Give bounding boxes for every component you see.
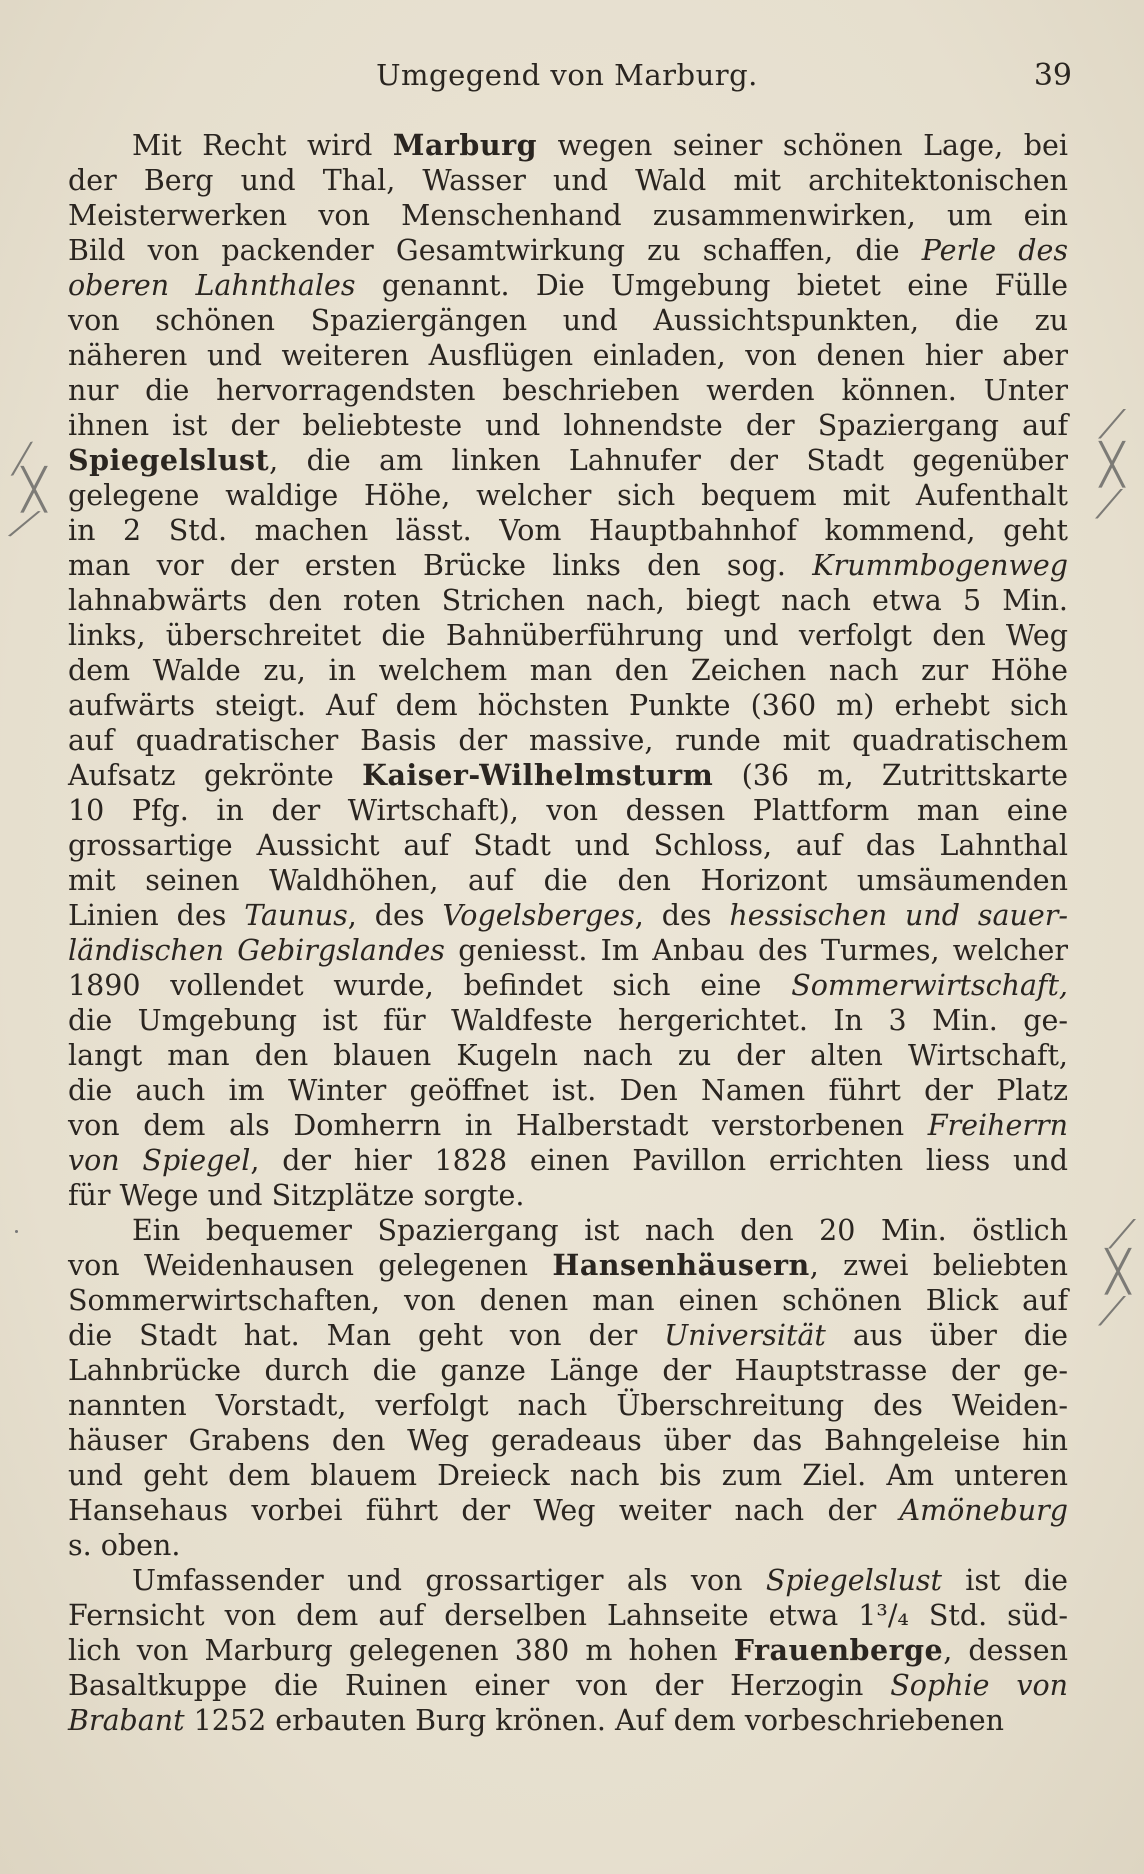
text-segment: , die am linken Lahnufer der Stadt gegenüber [269,444,1068,477]
text-segment: die Umgebung ist für Waldfeste hergerichtet. In 3 Min. ge- [68,1004,1068,1037]
emphasis-text: Freiherrn [927,1109,1068,1142]
text-segment: aus über die [825,1319,1068,1352]
text-segment: 1890 vollendet wurde, befindet sich eine [68,969,792,1002]
text-line [68,898,1068,933]
text-segment: Ein bequemer Spaziergang ist nach den 20 Min. östlich [132,1214,1068,1247]
text-line [68,933,1068,968]
text-line [68,303,1068,338]
text-line [68,1353,1068,1388]
text-line [68,338,1068,373]
text-line [68,583,1068,618]
text-segment: lahnabwärts den roten Strichen nach, biegt nach etwa 5 Min. [68,584,1068,617]
pencil-mark-icon: ⟋ [1098,402,1126,448]
text-line [68,163,1068,198]
emphasis-text: Universität [664,1319,826,1352]
text-line [68,1598,1068,1633]
emphasis-text: Brabant [68,1704,185,1737]
text-segment: und geht dem blauem Dreieck nach bis zum Ziel. Am unteren [68,1459,1068,1492]
text-segment: in 2 Std. machen lässt. Vom Hauptbahnhof kommend, geht [68,514,1068,547]
text-segment: von schönen Spaziergängen und Aussichtspunkten, die zu [68,304,1068,337]
text-segment: (36 m, Zutrittskarte [713,759,1068,792]
text-segment: nur die hervorragendsten beschrieben werden können. Unter [68,374,1068,407]
emphasis-text: Krummbogenweg [812,549,1068,582]
margin-dot [15,1230,18,1233]
text-segment: ihnen ist der beliebteste und lohnendste der Spaziergang auf [68,409,1068,442]
text-line [68,1563,1068,1598]
text-segment: , dessen [943,1634,1068,1667]
text-line [68,1073,1068,1108]
text-segment: , des [347,899,443,932]
text-line [68,1458,1068,1493]
text-line [68,1283,1068,1318]
text-line [68,1528,1068,1563]
text-segment: Meisterwerken von Menschenhand zusammenwirken, um ein [68,199,1068,232]
text-segment: , des [634,899,730,932]
text-segment: Lahnbrücke durch die ganze Länge der Hauptstrasse der ge- [68,1354,1068,1387]
text-segment: häuser Grabens den Weg geradeaus über das Bahngeleise hin [68,1424,1068,1457]
pencil-mark-icon: ⟋ [1095,482,1123,528]
pencil-mark-icon: ⟋ [4,434,40,486]
text-line [68,1388,1068,1423]
text-segment: gelegene waldige Höhe, welcher sich bequem mit Aufenthalt [68,479,1068,512]
text-segment: der Berg und Thal, Wasser und Wald mit architektonischen [68,164,1068,197]
text-segment: auf quadratischer Basis der massive, runde mit quadratischem [68,724,1068,757]
text-line [68,1003,1068,1038]
text-segment: links, überschreitet die Bahnüberführung und verfolgt den Weg [68,619,1068,652]
text-line [68,1038,1068,1073]
text-segment: Basaltkuppe die Ruinen einer von der Herzogin [68,1669,891,1702]
emphasis-text: Perle des [921,234,1068,267]
text-segment: die auch im Winter geöffnet ist. Den Namen führt der Platz [68,1074,1068,1107]
text-line [68,513,1068,548]
place-name: Spiegelslust [68,443,270,477]
text-segment: Sommerwirtschaften, von denen man einen schönen Blick auf [68,1284,1068,1317]
text-segment: man vor der ersten Brücke links den sog. [68,549,813,582]
pencil-mark-icon: ⟋ [1098,1289,1126,1335]
text-line [68,408,1068,443]
emphasis-text: hessischen und sauer- [729,899,1068,932]
text-line [68,1668,1068,1703]
text-segment: Mit Recht wird [132,129,393,162]
text-line [68,968,1068,1003]
text-line [68,723,1068,758]
text-line [68,198,1068,233]
text-segment: grossartige Aussicht auf Stadt und Schloss, auf das Lahnthal [68,829,1068,862]
text-line [68,1423,1068,1458]
text-line [68,758,1068,793]
text-line [68,618,1068,653]
text-line [68,233,1068,268]
text-line [68,443,1068,478]
text-line [68,1493,1068,1528]
text-line [68,1178,1068,1213]
text-segment: geniesst. Im Anbau des Turmes, welcher [444,934,1068,967]
text-line [68,128,1068,163]
text-segment: von Weidenhausen gelegenen [68,1249,553,1282]
text-line [68,793,1068,828]
text-segment: ist die [941,1564,1068,1597]
text-segment: die Stadt hat. Man geht von der [68,1319,665,1352]
text-segment: , der hier 1828 einen Pavillon errichten liess und [250,1144,1068,1177]
text-segment: aufwärts steigt. Auf dem höchsten Punkte (360 m) erhebt sich [68,689,1068,722]
text-line [68,688,1068,723]
text-segment: dem Walde zu, in welchem man den Zeichen nach zur Höhe [68,654,1068,687]
text-line [68,373,1068,408]
text-segment: für Wege und Sitzplätze sorgte. [68,1179,525,1212]
text-line [68,1703,1068,1738]
text-line [68,828,1068,863]
pencil-mark-icon: ╳ [1100,442,1125,488]
text-line [68,1318,1068,1353]
text-line [68,1108,1068,1143]
place-name: Kaiser-Wilhelmsturm [362,758,714,792]
text-line [68,1248,1068,1283]
text-segment: Fernsicht von dem auf derselben Lahnseite etwa 1³/₄ Std. süd- [68,1599,1068,1632]
text-segment: Hansehaus vorbei führt der Weg weiter nach der [68,1494,900,1527]
text-segment: Aufsatz gekrönte [68,759,363,792]
emphasis-text: ländischen Gebirgslandes [68,934,445,967]
text-segment: 1252 erbauten Burg krönen. Auf dem vorbeschriebenen [184,1704,1005,1737]
emphasis-text: oberen Lahnthales [68,269,356,302]
place-name: Hansenhäusern [552,1248,810,1282]
text-segment: lich von Marburg gelegenen 380 m hohen [68,1634,734,1667]
pencil-mark-icon: ⟋ [6,499,42,551]
text-segment: genannt. Die Umgebung bietet eine Fülle [355,269,1068,302]
text-segment: langt man den blauen Kugeln nach zu der alten Wirtschaft, [68,1039,1068,1072]
text-segment: Linien des [68,899,245,932]
text-segment: näheren und weiteren Ausflügen einladen, von denen hier aber [68,339,1068,372]
emphasis-text: Sommerwirtschaft, [791,969,1068,1002]
text-line [68,653,1068,688]
place-name: Marburg [392,128,538,162]
text-line [68,1213,1068,1248]
page-number: 39 [1033,58,1072,93]
text-line [68,548,1068,583]
emphasis-text: Vogelsberges [442,899,635,932]
text-line [68,863,1068,898]
text-segment: Umfassender und grossartiger als von [132,1564,766,1597]
body-text [68,128,1068,1738]
text-line [68,268,1068,303]
text-segment: 10 Pfg. in der Wirtschaft), von dessen Plattform man eine [68,794,1068,827]
emphasis-text: Amöneburg [899,1494,1068,1527]
running-title: Umgegend von Marburg. [376,58,758,92]
running-head [62,58,1072,98]
text-segment: s. oben. [68,1529,181,1562]
text-segment: nannten Vorstadt, verfolgt nach Überschreitung des Weiden- [68,1389,1068,1422]
emphasis-text: Taunus [244,899,348,932]
text-segment: Bild von packender Gesamtwirkung zu schaffen, die [68,234,922,267]
text-line [68,478,1068,513]
text-segment: von dem als Domherrn in Halberstadt verstorbenen [68,1109,928,1142]
text-segment: wegen seiner schönen Lage, bei [537,129,1068,162]
text-line [68,1633,1068,1668]
pencil-mark-icon: ⟋ [1108,1212,1136,1258]
place-name: Frauenberge [733,1633,944,1667]
text-line [68,1143,1068,1178]
emphasis-text: Spiegelslust [765,1564,942,1597]
pencil-mark-icon: ╳ [22,467,47,513]
text-segment: , zwei beliebten [809,1249,1068,1282]
emphasis-text: von Spiegel [68,1144,251,1177]
emphasis-text: Sophie von [890,1669,1069,1702]
text-segment: mit seinen Waldhöhen, auf die den Horizont umsäumenden [68,864,1068,897]
pencil-mark-icon: ╳ [1106,1249,1131,1295]
